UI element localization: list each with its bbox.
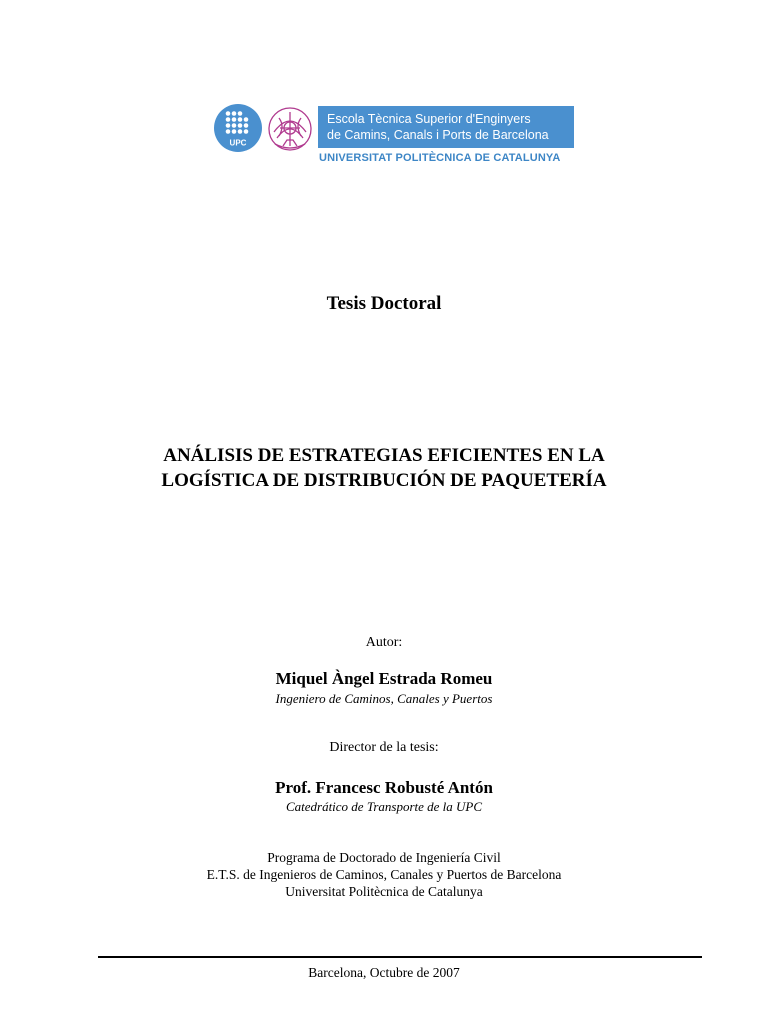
program-info	[0, 849, 768, 900]
document-type: Tesis Doctoral	[326, 293, 442, 314]
ets-crest-icon	[265, 104, 315, 154]
director-label: Director de la tesis:	[329, 740, 439, 755]
thesis-title-line-2: LOGÍSTICA DE DISTRIBUCIÓN DE PAQUETERÍA	[161, 470, 607, 491]
author-degree: Ingeniero de Caminos, Canales y Puertos	[275, 691, 493, 706]
school-name-line-2: de Camins, Canals i Ports de Barcelona	[327, 128, 549, 142]
director-name: Prof. Francesc Robusté Antón	[275, 778, 493, 797]
upc-logo-text: UPC	[229, 138, 247, 148]
program-line-1: Programa de Doctorado de Ingeniería Civil	[267, 850, 501, 865]
place-date: Barcelona, Octubre de 2007	[308, 965, 460, 980]
upc-logo-icon	[214, 104, 262, 152]
university-name: UNIVERSITAT POLITÈCNICA DE CATALUNYA	[319, 152, 561, 164]
program-line-3: Universitat Politècnica de Catalunya	[285, 884, 483, 899]
school-name-line-1: Escola Tècnica Superior d'Enginyers	[327, 112, 531, 126]
thesis-title-line-1: ANÁLISIS DE ESTRATEGIAS EFICIENTES EN LA	[163, 445, 605, 466]
director-position: Catedrático de Transporte de la UPC	[285, 799, 483, 814]
program-line-2: E.T.S. de Ingenieros de Caminos, Canales y Puertos de Barcelona	[206, 867, 562, 882]
school-name-box	[318, 106, 574, 148]
footer-divider	[98, 956, 702, 958]
thesis-title	[0, 443, 768, 493]
author-name: Miquel Àngel Estrada Romeu	[275, 669, 493, 688]
institution-logo-area	[214, 102, 576, 168]
author-label: Autor:	[365, 635, 403, 650]
